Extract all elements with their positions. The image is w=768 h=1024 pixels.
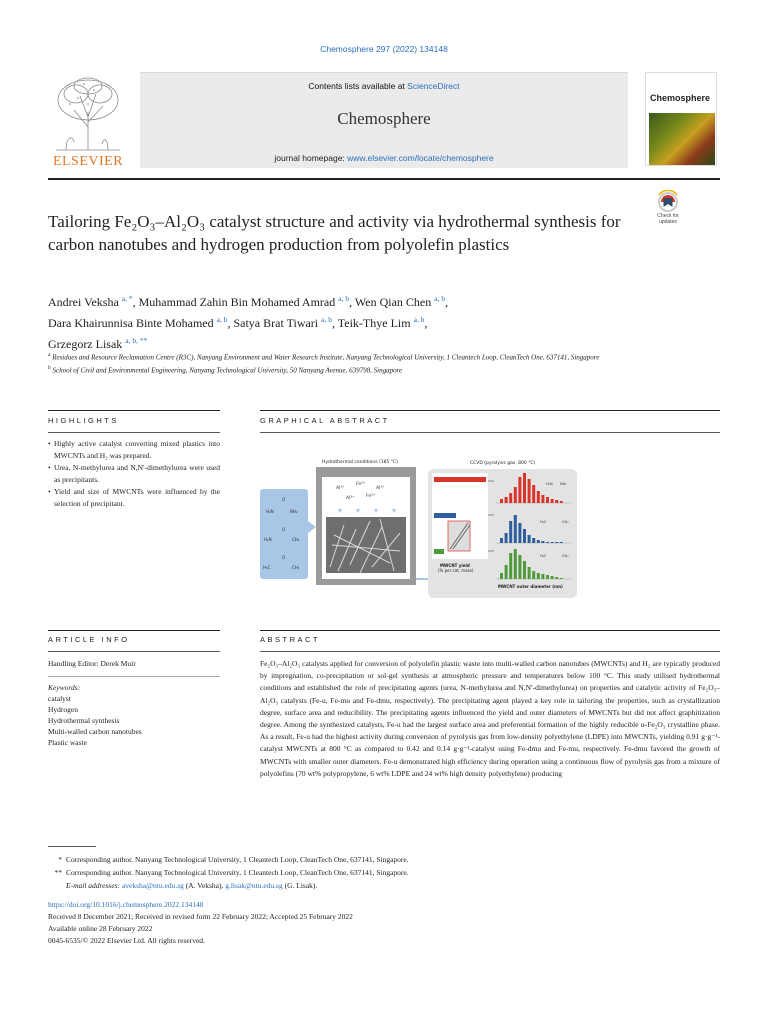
email-1-name: (A. Veksha), [185, 881, 224, 890]
histogram-bar [541, 495, 544, 503]
histogram-bar [560, 501, 563, 503]
article-meta [48, 899, 720, 947]
graphical-abstract-rule [260, 410, 720, 411]
histogram-bar [532, 485, 535, 503]
crossmark-label [648, 213, 688, 225]
molecule-dmu-ch3: CH₃ [292, 565, 300, 570]
keywords-rule [48, 676, 220, 677]
author-name[interactable]: Andrei Veksha [48, 295, 119, 309]
histogram-bar [537, 491, 540, 503]
graphical-abstract-subrule [260, 432, 720, 433]
histogram-bar [532, 571, 535, 579]
article-info-heading: ARTICLE INFO [48, 635, 130, 644]
ion-fe-2: Fe³⁺ [366, 494, 376, 499]
histogram-bar [514, 549, 517, 579]
molecule-dmu-o: O [282, 555, 286, 560]
affiliation-text: Residues and Resource Reclamation Centre (R3C), Nanyang Environment and Water Research Institute, Nanyang Technological University, 1 Cleantech Loop, CleanTech One, 637141, Singapore [50, 353, 600, 362]
elsevier-wordmark: ELSEVIER [52, 154, 124, 168]
yield-axis-unit: (% per cat. mass) [438, 568, 474, 573]
homepage-link[interactable]: www.elsevier.com/locate/chemosphere [347, 153, 494, 163]
ion-al-3: Al³⁺ [346, 496, 355, 501]
hist-mol-2a: H₃C [540, 520, 547, 524]
histogram-bar [509, 493, 512, 503]
histogram-bar [532, 538, 535, 543]
highlight-item: • Urea, N-methylurea and N,N′-dimethylurea were used as precipitants. [48, 462, 220, 485]
article-title: Tailoring Fe₂O₃–Al₂O₃ catalyst structure and activity via hydrothermal synthesis for carbon nanotubes and hydrogen production from polyolefin plastics [48, 212, 621, 254]
yield-bar-fe-mu [434, 513, 456, 518]
affiliation-mark: b [48, 365, 51, 372]
author-name[interactable]: Wen Qian Chen [354, 295, 432, 309]
histogram-bar [523, 561, 526, 579]
elsevier-logo [48, 72, 128, 168]
abstract-text: Fe₂O₃–Al₂O₃ catalysts applied for conversion of polyolefin plastic waste into multi-walled carbon nanotubes (MWCNTs) and H₂ are typically produced by impregnation, co-precipitation or sol-gel synthesis at atmospheric pressure and temperatures below 100 °C. This study utilised hydrothermal conditions and established the role of precipitating agents (urea, N-methylurea and N,N′-dimethylurea) on properties and catalytic activity of Fe₂O₃–Al₂O₃ catalysts (Fe-u, Fe-mu and Fe-dmu, respectively). The precipitating agent played a key role in tailoring the properties, such as crystallization degree, surface area and reducibility. The precipitating agents influenced the yield and outer diameters of MWCNTs but did not affect graphitization degree. Among the synthesized catalysts, Fe-u had the largest surface area and preferential formation of the highly reducible α-Fe₂O₃ crystalline phase. As a result, Fe-u had the highest activity during conversion of pyrolysis gas from low-density polyethylene (LDPE) into MWCNTs, yielding 0.91 g·g⁻¹-catalyst MWCNTs at 800 °C as compared to 0.42 and 0.14 g·g⁻¹-catalyst using Fe-dmu and Fe-mu, respectively. Fe-dmu favored the growth of MWCNTs with smaller outer diameters. Fe-u demonstrated high efficiency during operation using a continuous flow of pyrolysis gas from a mixture of polyolefins (70 wt% polypropylene, 6 wt% LDPE and 24 wt% high density polyethylene) producing [260, 659, 720, 778]
histogram-bar [528, 567, 531, 579]
histogram-bar [537, 573, 540, 579]
histogram-bar [514, 515, 517, 543]
histogram-bar [500, 499, 503, 503]
molecule-dmu-h3c: H₃C [263, 565, 271, 570]
hist-mol-3a: H₃C [540, 554, 547, 558]
histogram-bar [505, 533, 508, 543]
footnote-rule [48, 846, 96, 847]
yield-bar-fe-u [434, 477, 486, 482]
histogram-bar [541, 574, 544, 579]
contents-text: Contents lists available at [308, 81, 408, 91]
histogram-bar [500, 538, 503, 543]
email-2-name: (G. Lisak). [284, 881, 318, 890]
hist-mol-1a: H₂N [546, 482, 553, 486]
highlight-item: • Highly active catalyst converting mixed plastics into MWCNTs and H₂ was prepared. [48, 438, 220, 461]
yield-axis-label: MWCNT yield [440, 563, 470, 568]
author-affiliation-mark[interactable]: a, b [434, 294, 446, 303]
footnote-1-text: Corresponding author. Nanyang Technological University, 1 Cleantech Loop, CleanTech One, 637141, Singapore. [66, 855, 409, 864]
crossmark-badge[interactable] [648, 190, 688, 230]
ion-al-2: Al³⁺ [376, 486, 385, 491]
footnote-2-text: Corresponding author. Nanyang Technological University, 1 Cleantech Loop, CleanTech One, 637141, Singapore. [66, 868, 409, 877]
sem-image [326, 517, 406, 573]
histogram-bar [523, 529, 526, 543]
footnote-2-mark: ** [54, 868, 62, 877]
author-affiliation-mark[interactable]: a, b [216, 315, 228, 324]
histogram-bar [546, 542, 549, 543]
journal-name: Chemosphere [337, 109, 431, 128]
histogram-bar [528, 479, 531, 503]
ion-fe-1: Fe³⁺ [356, 482, 366, 487]
histogram-bar [551, 499, 554, 503]
molecule-urea-h2n: H₂N [266, 509, 274, 514]
histogram-bar [551, 542, 554, 543]
footnote-1 [48, 853, 720, 866]
histogram-bar [546, 575, 549, 579]
abstract-subrule [260, 651, 720, 652]
histogram-bar [509, 553, 512, 579]
journal-cover-thumbnail[interactable] [645, 72, 717, 166]
highlight-item: • Yield and size of MWCNTs were influenced by the selection of precipitant. [48, 486, 220, 509]
affiliation-item [48, 363, 648, 376]
email-line [48, 879, 720, 892]
header-divider [48, 178, 720, 180]
histogram-bar [509, 521, 512, 543]
cover-title: Chemosphere [650, 93, 711, 103]
elsevier-tree-icon [48, 72, 128, 168]
histogram-bar [523, 473, 526, 503]
cover-image [649, 113, 715, 165]
author-name[interactable]: Dara Khairunnisa Binte Mohamed [48, 316, 214, 330]
copyright: 0045-6535/© 2022 Elsevier Ltd. All rights reserved. [48, 936, 205, 945]
molecule-mu-h2n: H₂N [264, 537, 272, 542]
keyword-item: Hydrogen [48, 705, 78, 714]
histogram-bar [560, 578, 563, 579]
diameter-axis-label: MWCNT outer diameter (nm) [498, 584, 563, 589]
crossmark-line1: Check for [657, 213, 679, 219]
hist-mol-1b: NH₂ [560, 482, 567, 486]
molecule-urea-nh2: NH₂ [290, 509, 298, 514]
keyword-item: Multi-walled carbon nanotubes [48, 727, 142, 736]
contents-available [140, 81, 628, 91]
journal-homepage [140, 153, 628, 163]
molecule-urea-o: O [282, 497, 286, 502]
keywords-block [48, 682, 142, 748]
email-1-link[interactable]: aveksha@ntu.edu.sg [121, 881, 184, 890]
keyword-item: catalyst [48, 694, 71, 703]
histogram-bar [541, 541, 544, 543]
sciencedirect-link[interactable]: ScienceDirect [407, 81, 460, 91]
author-affiliation-mark[interactable]: a, b [413, 315, 425, 324]
highlights-list [48, 438, 220, 510]
author-affiliation-mark[interactable]: a, b [338, 294, 350, 303]
footnote-2 [48, 866, 720, 879]
graphical-abstract-heading: GRAPHICAL ABSTRACT [260, 416, 390, 425]
keyword-item: Plastic waste [48, 738, 87, 747]
abstract-heading: ABSTRACT [260, 635, 321, 644]
yield-bar-fe-dmu [434, 549, 444, 554]
affiliation-mark: a [48, 352, 51, 358]
keywords-heading: Keywords: [48, 683, 81, 692]
graphical-abstract-svg [260, 455, 577, 598]
histogram-bar [555, 542, 558, 543]
available-online: Available online 28 February 2022 [48, 924, 153, 933]
histogram-bar [537, 540, 540, 543]
histogram-bar [518, 555, 521, 579]
histogram-bar [528, 535, 531, 543]
histogram-bar [518, 477, 521, 503]
highlights-rule [48, 410, 220, 411]
histogram-bar [505, 497, 508, 503]
molecule-mu-o: O [282, 527, 286, 532]
journal-reference-link[interactable]: Chemosphere 297 (2022) 134148 [320, 44, 448, 54]
journal-masthead [140, 72, 628, 168]
molecule-mu-ch3: CH₃ [292, 537, 300, 542]
hist-mol-2b: CH₃ [562, 520, 569, 524]
histogram-bar [514, 487, 517, 503]
ion-al-1: Al³⁺ [336, 486, 345, 491]
histogram-bar [518, 523, 521, 543]
hist-mol-3b: CH₃ [562, 554, 569, 558]
highlights-subrule [48, 432, 220, 433]
author-name[interactable]: Teik-Thye Lim [337, 316, 411, 330]
histogram-bar [551, 576, 554, 579]
received-dates: Received 8 December 2021; Received in revised form 22 February 2022; Accepted 25 February 2022 [48, 912, 353, 921]
author-affiliation-mark[interactable]: a, b, ** [125, 336, 148, 345]
article-info-rule [48, 630, 220, 631]
affiliation-text: School of Civil and Environmental Engineering, Nanyang Technological University, 50 Nanyang Avenue, 639798, Singapore [50, 366, 403, 375]
email-label: E-mail addresses: [66, 881, 121, 890]
ccvd-label: CCVD (pyrolysis gas, 800 °C) [470, 461, 536, 466]
author-list: Andrei Veksha $^{a, *}$, Muhammad Zahin Bin Mohamed Amrad $^{a, b}$, Wen Qian Chen $^{a, b}$, Dara Khairunnisa Binte Mohamed $^{a, b}$, Satya Brat Tiwari $^{a, b}$, Teik-Thye Lim $^{a, b}$, Grzegorz Lisak $^{a, b, **}$ [48, 294, 449, 351]
author-affiliation-mark[interactable]: a, * [121, 294, 133, 303]
footnote-1-mark: * [58, 855, 62, 864]
keyword-item: Hydrothermal synthesis [48, 716, 120, 725]
histogram-bar [555, 500, 558, 503]
histogram-bar [500, 573, 503, 579]
highlights-heading: HIGHLIGHTS [48, 416, 119, 425]
graphical-abstract-figure [260, 455, 577, 598]
hydrothermal-label: Hydrothermal conditions (185 °C) [322, 460, 398, 465]
doi-link[interactable]: https://doi.org/10.1016/j.chemosphere.2022.134148 [48, 900, 204, 909]
histogram-bar [505, 565, 508, 579]
handling-editor: Handling Editor: Derek Muir [48, 659, 136, 668]
author-name[interactable]: Grzegorz Lisak [48, 337, 123, 351]
histogram-bar [560, 542, 563, 543]
abstract-rule [260, 630, 720, 631]
homepage-label: journal homepage: [274, 153, 348, 163]
affiliations [48, 350, 648, 377]
flow-arrow [308, 521, 316, 533]
histogram-bar [546, 497, 549, 503]
author-name[interactable]: Muhammad Zahin Bin Mohamed Amrad [138, 295, 336, 309]
email-2-link[interactable]: g.lisak@ntu.edu.sg [225, 881, 283, 890]
crossmark-line2: updates [659, 219, 677, 225]
article-info-subrule [48, 651, 220, 652]
affiliation-item [48, 350, 648, 363]
histogram-bar [555, 577, 558, 579]
footnotes [48, 853, 720, 892]
author-affiliation-mark[interactable]: a, b [321, 315, 332, 324]
author-name[interactable]: Satya Brat Tiwari [233, 316, 319, 330]
